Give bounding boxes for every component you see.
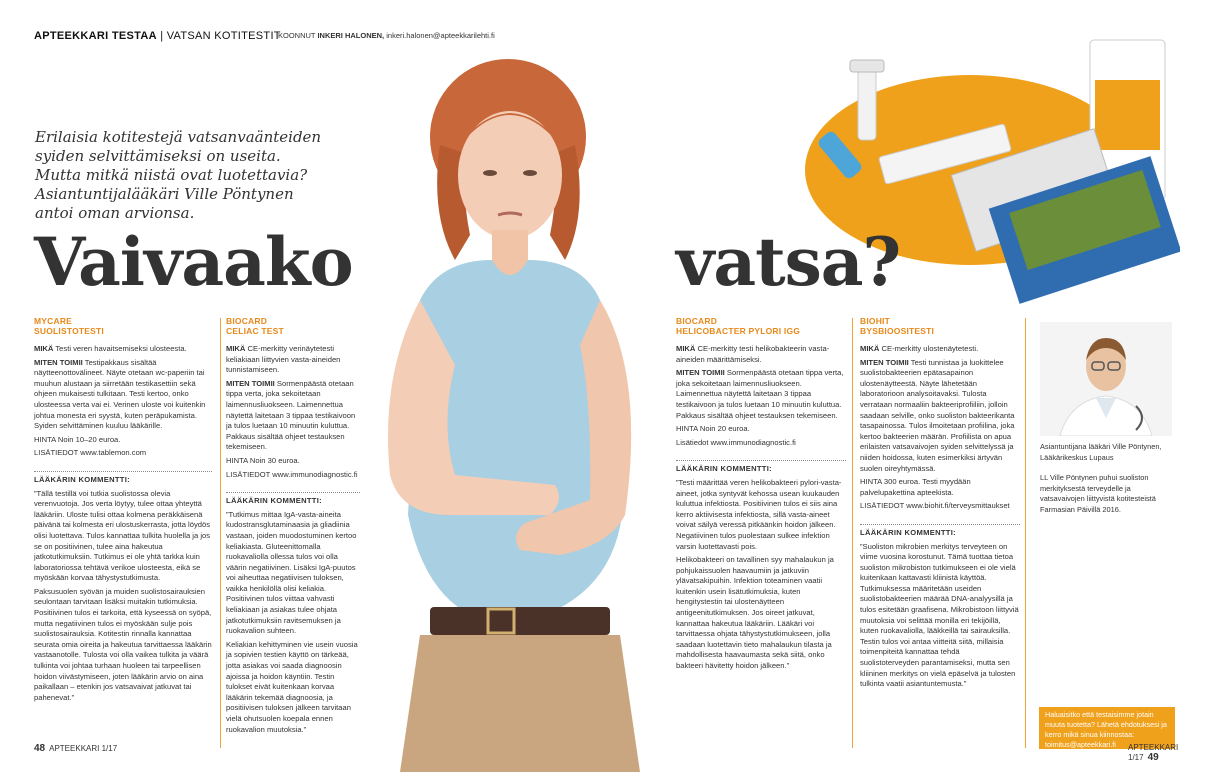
how-text: Testipakkaus sisältää näytteenottovälineet. Näyte otetaan wc-paperiin tai muuhun alustaan ja siirretään testikasettiin sekä ohjeen mukaisesti tulkitaan. Testi kertoo, onko ulosteessa verta vai ei. Verinen uloste voi kuitenkin johtua monesta eri syystä, kuten peräpukamista. Syiden selvittäminen kuuluu lääkärille. (34, 357, 206, 431)
doctor-comment-text: ”Tutkimus mittaa IgA-vasta-aineita kudostransglutaminaasia ja gliadiinia vastaan, joiden muodostuminen kertoo keliakiasta. Gluteenittomalla ruokavaliolla ollessa tulos voi olla väärin negatiivinen. Lisäksi IgA-puutos voi aiheuttaa negatiivisen tuloksen, vaikka henkilöllä olisi keliakia. Positiivinen tulos viittaa vahvasti keliakiaan ja asiakas tulee ohjata jatkotutkimuksiin ravitsemuksen ja ruokavalion suhteen. (226, 509, 357, 636)
doctor-comment-text: Paksusuolen syövän ja muiden suolistosairauksien seulontaan tarvitaan lisäksi muitakin tutkimuksia. Positiivinen tulos ei tarkoita, että kyseessä on syöpä, mutta negatiivinen tulos ei myöskään sulje pois suolistosairauksia. Kotitestin rinnalla kannattaa seurata omia oireita ja hakeutua tarvittaessa lääkärin vastaanotolle. Tulosta voi olla vaikea tulkita ja väärä tulkinta voi johtaa turhaan huoleen tai tarpeellisen hoidon viivästymiseen, joten lääkärin arvio on aina paikallaan – etenkin jos vatsavaivat jatkuvat tai pahenevat.” (34, 586, 212, 702)
byline (278, 31, 495, 40)
price-text: HINTA 300 euroa. Testi myydään palvelupakettina apteekista. (860, 477, 971, 497)
how-text: Testi tunnistaa ja luokittelee suolistobakteerien epätasapainon ulostenäytteestä. Näyte lähetetään laboratorioon analysoitavaksi. Tulosta verrataan normaaliin bakteeriprofiiliin, jolloin saadaan selville, onko suoliston bakteerikanta tasapainossa. Tulos ilmoitetaan profiilina, joka kertoo bakteerien määrän. Profiilista on apua erilaisten vatsavaivojen syiden selvittelyssä ja niiden hoidossa, kuten esimerkiksi ärtyvän suolen oireyhtymässä. (860, 357, 1015, 473)
column-celiac (226, 316, 360, 738)
product-type: HELICOBACTER PYLORI IGG (676, 326, 801, 336)
product-name: BIOCARD (676, 316, 718, 326)
page-number: 49 (1147, 752, 1159, 763)
doctor-comment-heading: LÄÄKÄRIN KOMMENTTI: (34, 471, 212, 486)
doctor-caption (1040, 442, 1174, 515)
info-link[interactable]: LISÄTIEDOT www.tablemon.com (34, 448, 147, 458)
how-text: Sormenpäästä otetaan tippa verta, joka sekoitetaan laimennusliuokseen. Laimennettua näytettä laitetaan 3 tippaa testikaivoon ja tulos luetaan 10 minuutin kuluttua. Pakkaus sisältää ohjeet testauksen tekemiseen. (676, 368, 844, 420)
page-footer-right (1128, 743, 1208, 763)
what-text: Testi veren havaitsemiseksi ulosteesta. (55, 344, 187, 353)
intro-lead: Erilaisia kotitestejä vatsanvaänteiden syiden selvittämiseksi on useita. Mutta mitkä niistä ovat luotettavia? Asiantuntijalääkäri Ville Pöntynen antoi oman arvionsa. (35, 128, 322, 222)
column-rule (220, 318, 221, 748)
byline-label: KOONNUT (278, 31, 316, 40)
column-rule (1025, 318, 1026, 748)
publication-name: APTEEKKARI 1/17 (49, 744, 118, 753)
product-name: MYCARE (34, 316, 73, 326)
label-what: MIKÄ (860, 344, 880, 353)
doctor-comment-heading: LÄÄKÄRIN KOMMENTTI: (676, 460, 846, 475)
doctor-comment-text: ”Suoliston mikrobien merkitys terveyteen on viime vuosina korostunut. Tämä tuottaa tietoa suoliston mikrobiston tutkimukseen ei ole vielä kuitenkaan kattavasti kliinistä käyttöä. Tutkimuksessa määritetään useiden suolistobakteerien määrää DNA-analyysillä ja tulos esitetään graafisena. Mikrobistoon liittyviä muutoksia voi selittää monilla eri tekijöillä, kuten ruokavaliolla, lääkkeillä tai sairauksilla. Testin tulos voi antaa viitteitä siitä, millaisia toimenpiteitä kannattaa tehdä suolistoterveyden parantamiseksi, mutta sen kliininen merkitys on vielä epäselvä ja tulosten tulkinta vaatii asiantuntemusta.” (860, 541, 1019, 689)
what-text: CE-merkitty ulostenäytetesti. (881, 344, 979, 353)
woman-photo (360, 45, 660, 772)
label-how: MITEN TOIMII (676, 368, 725, 378)
doctor-comment-text: ”Tällä testillä voi tutkia suolistossa olevia verenvuotoja. Jos verta löytyy, tulee ottaa yhteyttä lääkäriin. Uloste tulisi ottaa kolmena peräkkäisenä päivänä tai kolmesta eri ulostuskerrasta, jotta löydös olisi luotettava. Tulos kannattaa tulkita huolella ja jos se on positiivinen, tulee aina hakeutua jatkotutkimuksiin. Tutkimus ei ole yhtä tarkka kuin laboratoriossa tehtävä verikoe ulosteesta, eikä se myöskään korvaa tähystystutkimusta. (34, 488, 211, 583)
section-header (34, 30, 281, 42)
doctor-comment-text: Keliakian kehittyminen vie usein vuosia ja sopivien testien käyttö on tärkeää, jotta asiakas voi saada diagnoosin ajoissa ja hoidon käyntiin. Testin tulokset eivät kuitenkaan korvaa lääkärin tekemää diagnoosia, ja positiivisen tuloksen jälkeen tarvitaan vielä ohutsuolen koepala ennen ruokavalion muutoksia.” (226, 639, 358, 734)
info-link[interactable]: LISÄTIEDOT www.immunodiagnostic.fi (226, 469, 358, 479)
product-name: BIOCARD (226, 316, 268, 326)
section-title: APTEEKKARI TESTAA (34, 30, 157, 42)
headline-right: vatsa? (676, 223, 901, 301)
label-what: MIKÄ (676, 344, 696, 353)
doctor-comment-text: Helikobakteeri on tavallinen syy mahalaukun ja pohjukaissuolen haavaumiin ja jatkuviin ylävatsakipuihin. Infektion toteaminen vaatii kuitenkin usein lisätutkimuksia, kuten hengitystestin tai ulostenäytteen antigeenitutkimuksen. Jos oireet jatkuvat, kannattaa hakeutua lääkäriin. Lääkäri voi tarvittaessa ohjata tähystystutkimukseen, jolla saadaan luotettavin tieto mahalaukun tilasta ja mahdollisesta haavaumasta sekä siitä, onko bakteeri hävitetty hoidon jälkeen.” (676, 555, 834, 671)
doctor-caption-name: Asiantuntijana lääkäri Ville Pöntynen, Lääkärikeskus Lupaus (1040, 442, 1162, 462)
page-footer-left (34, 743, 117, 754)
price-text: HINTA Noin 30 euroa. (226, 455, 300, 465)
feedback-callout: Haluaisitko että testaisimme jotain muuta tuotetta? Lähetä ehdotuksesi ja kerro mikä sinua kiinnostaa: toimitus@apteekkari.fi (1039, 707, 1175, 749)
doctor-comment-text: ”Testi määrittää veren helikobakteeri pylori-vasta-aineet, jotka syntyvät kehossa usean kuukauden kuluttua infektiosta. Positiivinen tulos ei siis aina kerro aktiivisesta infektiosta, sillä vasta-aineet voivat säilyä veressä pitkäänkin hoidon jälkeen. Negatiivinen tulos puolestaan sulkee infektion varsin luotettavasti pois. (676, 477, 842, 551)
column-rule (852, 318, 853, 748)
info-link[interactable]: LISÄTIEDOT www.biohit.fi/terveysmittaukset (860, 501, 1010, 511)
product-type: SUOLISTOTESTI (34, 326, 104, 336)
price-text: HINTA Noin 20 euroa. (676, 424, 750, 434)
byline-email[interactable]: inkeri.halonen@apteekkarilehti.fi (386, 31, 495, 40)
publication-name: APTEEKKARI 1/17 (1128, 743, 1179, 762)
doctor-portrait (1040, 322, 1172, 436)
product-name: BIOHIT (860, 316, 891, 326)
product-type: CELIAC TEST (226, 326, 284, 336)
label-how: MITEN TOIMII (34, 357, 83, 367)
doctor-caption-text: LL Ville Pöntynen puhui suoliston merkityksestä terveydelle ja vatsavaivojen liittyvistä kotitesteistä Farmasian Päivillä 2016. (1040, 473, 1156, 514)
headline-left: Vaivaako (34, 223, 353, 301)
what-text: CE-merkitty testi helikobakteerin vasta-aineiden määrittämiseksi. (676, 344, 830, 364)
column-helicobacter (676, 316, 846, 675)
what-text: CE-merkitty verinäytetesti keliakiaan liittyvien vasta-aineiden tunnistamiseen. (226, 344, 341, 375)
column-mycare (34, 316, 212, 706)
column-biohit (860, 316, 1020, 693)
page-number: 48 (34, 743, 46, 754)
label-how: MITEN TOIMII (226, 378, 275, 388)
label-what: MIKÄ (226, 344, 246, 353)
label-how: MITEN TOIMII (860, 357, 909, 367)
section-subtitle: VATSAN KOTITESTIT (166, 30, 281, 42)
info-link[interactable]: Lisätiedot www.immunodiagnostic.fi (676, 437, 796, 447)
doctor-comment-heading: LÄÄKÄRIN KOMMENTTI: (226, 492, 360, 507)
section-separator: | (156, 30, 167, 42)
label-what: MIKÄ (34, 344, 54, 353)
byline-name: INKERI HALONEN, (317, 31, 385, 40)
how-text: Sormenpäästä otetaan tippa verta, joka sekoitetaan laimennusliuokseen. Laimennettua näytettä laitetaan 3 tippaa testikaivoon ja tulos luetaan 10 minuutin kuluttua. Pakkaus sisältää ohjeet testauksen tekemiseen. (226, 378, 356, 452)
price-text: HINTA Noin 10–20 euroa. (34, 434, 121, 444)
doctor-comment-heading: LÄÄKÄRIN KOMMENTTI: (860, 524, 1020, 539)
product-type: BYSBIOOSITESTI (860, 326, 935, 336)
